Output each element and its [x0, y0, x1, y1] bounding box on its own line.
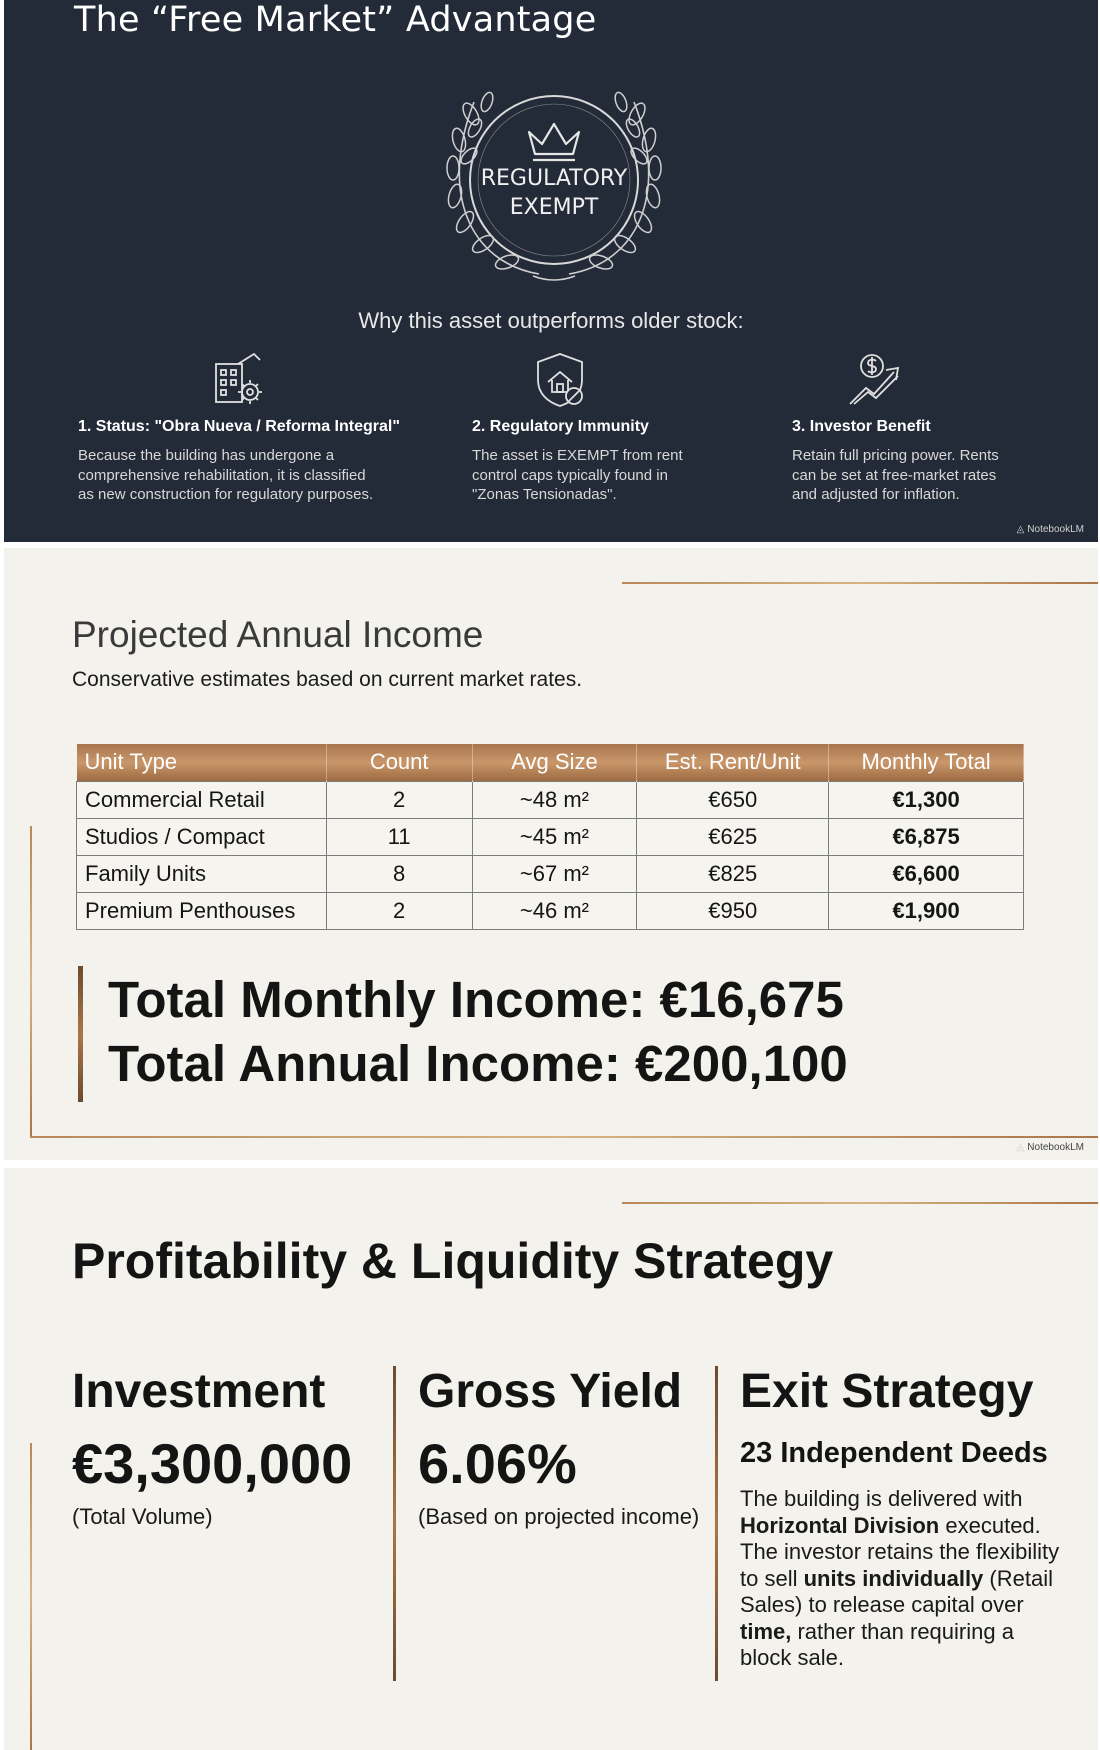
- investment-column: [72, 1364, 352, 1530]
- house-shield-icon: [530, 350, 590, 410]
- regulatory-exempt-badge: [479, 164, 629, 222]
- table-cell: €625: [637, 818, 829, 855]
- decorative-gold-frame-left: [30, 826, 32, 1138]
- table-cell: 2: [326, 781, 472, 818]
- table-cell: Studios / Compact: [77, 818, 327, 855]
- investment-note: (Total Volume): [72, 1504, 213, 1529]
- table-cell: Premium Penthouses: [77, 892, 327, 929]
- column-header: Est. Rent/Unit: [637, 744, 829, 781]
- notebooklm-watermark: [1017, 1142, 1084, 1153]
- total-monthly-income: Total Monthly Income: €16,675: [108, 971, 844, 1028]
- table-cell: €825: [637, 855, 829, 892]
- table-row: [77, 781, 1024, 818]
- building-gear-icon: [208, 350, 268, 410]
- feature-line: "Zonas Tensionadas".: [472, 486, 617, 503]
- slide-title: Profitability & Liquidity Strategy: [72, 1233, 834, 1289]
- feature-heading: 1. Status: "Obra Nueva / Reforma Integral": [78, 418, 400, 435]
- feature-line: as new construction for regulatory purposes.: [78, 486, 374, 503]
- slide-title: The “Free Market” Advantage: [74, 0, 597, 40]
- feature-body: [792, 446, 999, 505]
- slide-title: Projected Annual Income: [72, 614, 484, 655]
- decorative-gold-line: [622, 1202, 1098, 1204]
- table-cell: ~45 m²: [472, 818, 637, 855]
- table-header-row: [77, 744, 1024, 781]
- table-row: [77, 818, 1024, 855]
- table-cell: €6,875: [829, 818, 1024, 855]
- exit-strategy-column: [740, 1364, 1070, 1672]
- total-annual-income: Total Annual Income: €200,100: [108, 1035, 848, 1092]
- feature-line: The asset is EXEMPT from rent: [472, 447, 683, 464]
- table-cell: €650: [637, 781, 829, 818]
- notebooklm-logo-icon: ◬: [1016, 524, 1025, 535]
- decorative-gold-frame-left: [30, 1443, 32, 1750]
- notebooklm-logo-icon: ◬: [1016, 1142, 1025, 1153]
- gross-yield-value: 6.06%: [418, 1432, 577, 1495]
- income-totals: [108, 968, 848, 1096]
- feature-line: Because the building has undergone a: [78, 447, 335, 464]
- gross-yield-column: [418, 1364, 699, 1530]
- feature-line: comprehensive rehabilitation, it is classified: [78, 466, 366, 484]
- brand-label: NotebookLM: [1027, 524, 1084, 535]
- feature-line: Retain full pricing power. Rents: [792, 447, 999, 464]
- exit-strategy-subheading: 23 Independent Deeds: [740, 1437, 1048, 1469]
- dollar-trend-up-icon: [846, 350, 906, 410]
- notebooklm-watermark: [1017, 524, 1084, 535]
- column-header: Unit Type: [77, 744, 327, 781]
- table-row: [77, 855, 1024, 892]
- column-header: Avg Size: [472, 744, 637, 781]
- gross-yield-heading: Gross Yield: [418, 1365, 683, 1418]
- table-row: [77, 892, 1024, 929]
- table-cell: €1,300: [829, 781, 1024, 818]
- exit-strategy-heading: Exit Strategy: [740, 1365, 1034, 1418]
- crown-icon: [529, 124, 579, 160]
- table-cell: €950: [637, 892, 829, 929]
- feature-body: [472, 446, 683, 505]
- table-cell: Commercial Retail: [77, 781, 327, 818]
- slide-profitability-liquidity: [4, 1168, 1098, 1750]
- column-header: Monthly Total: [829, 744, 1024, 781]
- brand-label: NotebookLM: [1027, 1142, 1084, 1153]
- totals-accent-bar: [78, 966, 83, 1102]
- table-cell: 8: [326, 855, 472, 892]
- slide-projected-annual-income: [4, 548, 1098, 1160]
- feature-line: control caps typically found in: [472, 466, 668, 484]
- income-table: [76, 744, 1024, 930]
- column-divider: [715, 1366, 718, 1681]
- gross-yield-note: (Based on projected income): [418, 1504, 700, 1529]
- table-cell: €6,600: [829, 855, 1024, 892]
- decorative-gold-frame-bottom: [30, 1136, 1098, 1138]
- badge-line-1: REGULATORY: [480, 166, 628, 191]
- slide-free-market-advantage: [4, 0, 1098, 542]
- column-header: Count: [326, 744, 472, 781]
- feature-body: [78, 446, 373, 505]
- table-cell: ~46 m²: [472, 892, 637, 929]
- table-cell: Family Units: [77, 855, 327, 892]
- feature-line: and adjusted for inflation.: [792, 486, 960, 503]
- decorative-gold-line: [622, 582, 1098, 584]
- table-cell: 11: [326, 818, 472, 855]
- slide-subtitle: Why this asset outperforms older stock:: [358, 308, 744, 333]
- feature-line: can be set at free-market rates: [792, 466, 997, 484]
- table-cell: 2: [326, 892, 472, 929]
- table-cell: ~67 m²: [472, 855, 637, 892]
- badge-line-2: EXEMPT: [509, 195, 599, 220]
- exit-strategy-description: The building is delivered with Horizontal Division executed. The investor retains the flexibility to sell units individually (Retail Sales) to release capital over time, rather than requiring a block sale.: [740, 1486, 1060, 1670]
- feature-heading: 2. Regulatory Immunity: [472, 418, 649, 435]
- investment-heading: Investment: [72, 1365, 326, 1418]
- investment-value: €3,300,000: [72, 1432, 353, 1495]
- column-divider: [393, 1366, 396, 1681]
- slide-subtitle: Conservative estimates based on current market rates.: [72, 668, 583, 691]
- table-cell: ~48 m²: [472, 781, 637, 818]
- feature-heading: 3. Investor Benefit: [792, 418, 931, 435]
- table-cell: €1,900: [829, 892, 1024, 929]
